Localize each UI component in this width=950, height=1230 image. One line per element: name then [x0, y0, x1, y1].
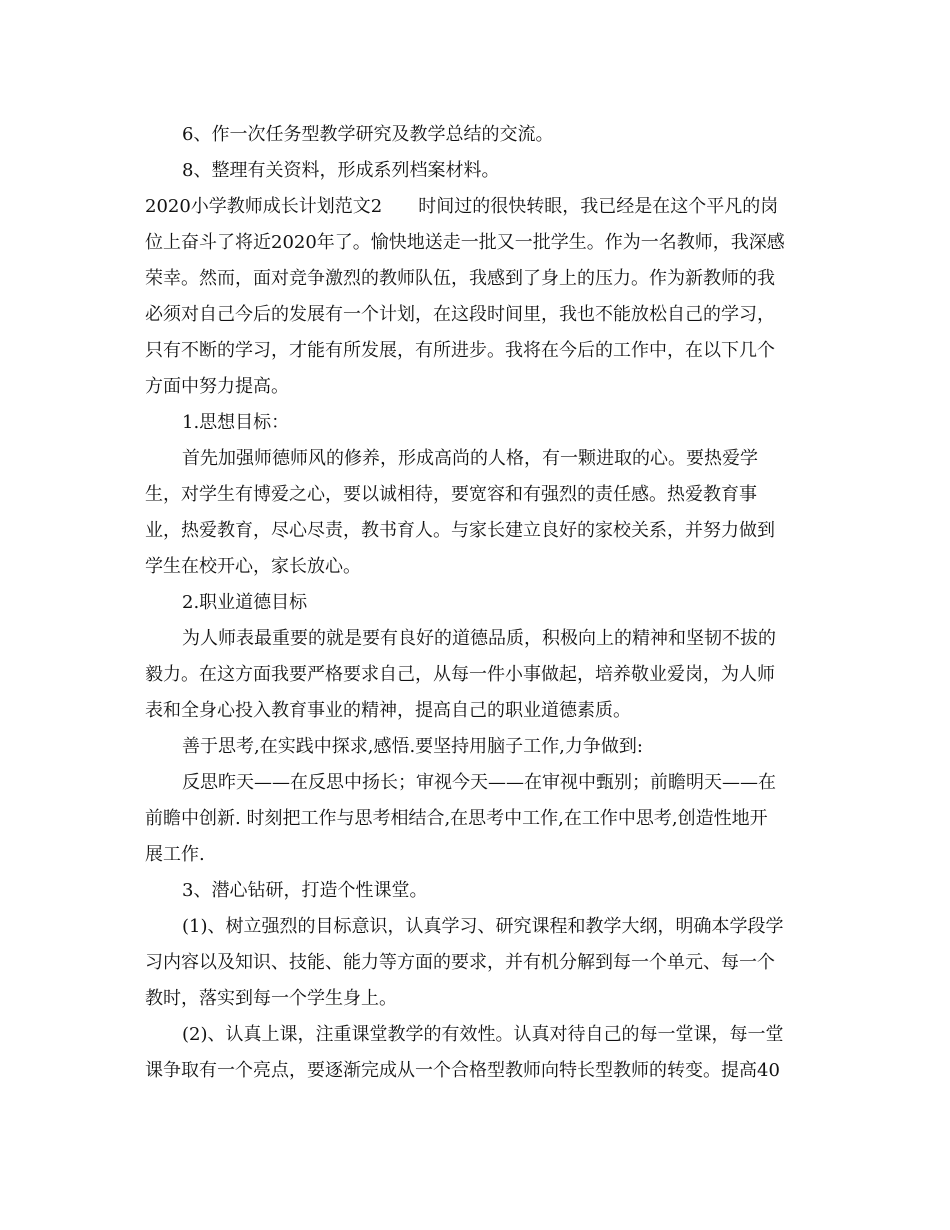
text-line: 方面中努力提高。	[145, 376, 289, 397]
section-heading: 3、潜心钻研，打造个性课堂。	[182, 880, 428, 901]
document-body	[145, 117, 807, 1089]
text-line: 课争取有一个亮点，要逐渐完成从一个合格型教师向特长型教师的转变。提高40	[145, 1060, 780, 1081]
text-line: 2020小学教师成长计划范文2 时间过的很快转眼，我已经是在这个平凡的岗	[145, 196, 779, 217]
text-line: 教时，落实到每一个学生身上。	[145, 988, 397, 1009]
text-line: 位上奋斗了将近2020年了。愉快地送走一批又一批学生。作为一名教师，我深感	[145, 232, 785, 253]
text-line: 首先加强师德师风的修养，形成高尚的人格，有一颗进取的心。要热爱学	[182, 448, 758, 469]
text-line: 6、作一次任务型教学研究及教学总结的交流。	[182, 124, 554, 145]
text-line: 业，热爱教育，尽心尽责，教书育人。与家长建立良好的家校关系，并努力做到	[145, 520, 775, 541]
text-line: 学生在校开心，家长放心。	[145, 556, 361, 577]
section-heading: 2.职业道德目标	[182, 592, 308, 613]
text-line: 展工作.	[145, 844, 205, 865]
text-line: 荣幸。然而，面对竞争激烈的教师队伍，我感到了身上的压力。作为新教师的我	[145, 268, 775, 289]
section-heading: 1.思想目标：	[182, 412, 290, 433]
text-line: 生，对学生有博爱之心，要以诚相待，要宽容和有强烈的责任感。热爱教育事	[145, 484, 757, 505]
text-line: 8、整理有关资料，形成系列档案材料。	[182, 160, 500, 181]
text-line: 习内容以及知识、技能、能力等方面的要求，并有机分解到每一个单元、每一个	[145, 952, 775, 973]
text-line: (2)、认真上课，注重课堂教学的有效性。认真对待自己的每一堂课，每一堂	[182, 1024, 784, 1045]
text-line: 反思昨天——在反思中扬长；审视今天——在审视中甄别；前瞻明天——在	[182, 772, 776, 793]
text-line: 必须对自己今后的发展有一个计划，在这段时间里，我也不能放松自己的学习，	[145, 304, 775, 325]
text-line: 表和全身心投入教育事业的精神，提高自己的职业道德素质。	[145, 700, 631, 721]
text-line: 前瞻中创新. 时刻把工作与思考相结合,在思考中工作,在工作中思考,创造性地开	[145, 808, 768, 829]
text-line: 善于思考,在实践中探求,感悟.要坚持用脑子工作,力争做到:	[182, 736, 643, 757]
text-line: 只有不断的学习，才能有所发展，有所进步。我将在今后的工作中，在以下几个	[145, 340, 775, 361]
text-line: (1)、树立强烈的目标意识，认真学习、研究课程和教学大纲，明确本学段学	[182, 916, 784, 937]
text-line: 为人师表最重要的就是要有良好的道德品质，积极向上的精神和坚韧不拔的	[182, 628, 776, 649]
text-line: 毅力。在这方面我要严格要求自己，从每一件小事做起，培养敬业爱岗，为人师	[145, 664, 775, 685]
